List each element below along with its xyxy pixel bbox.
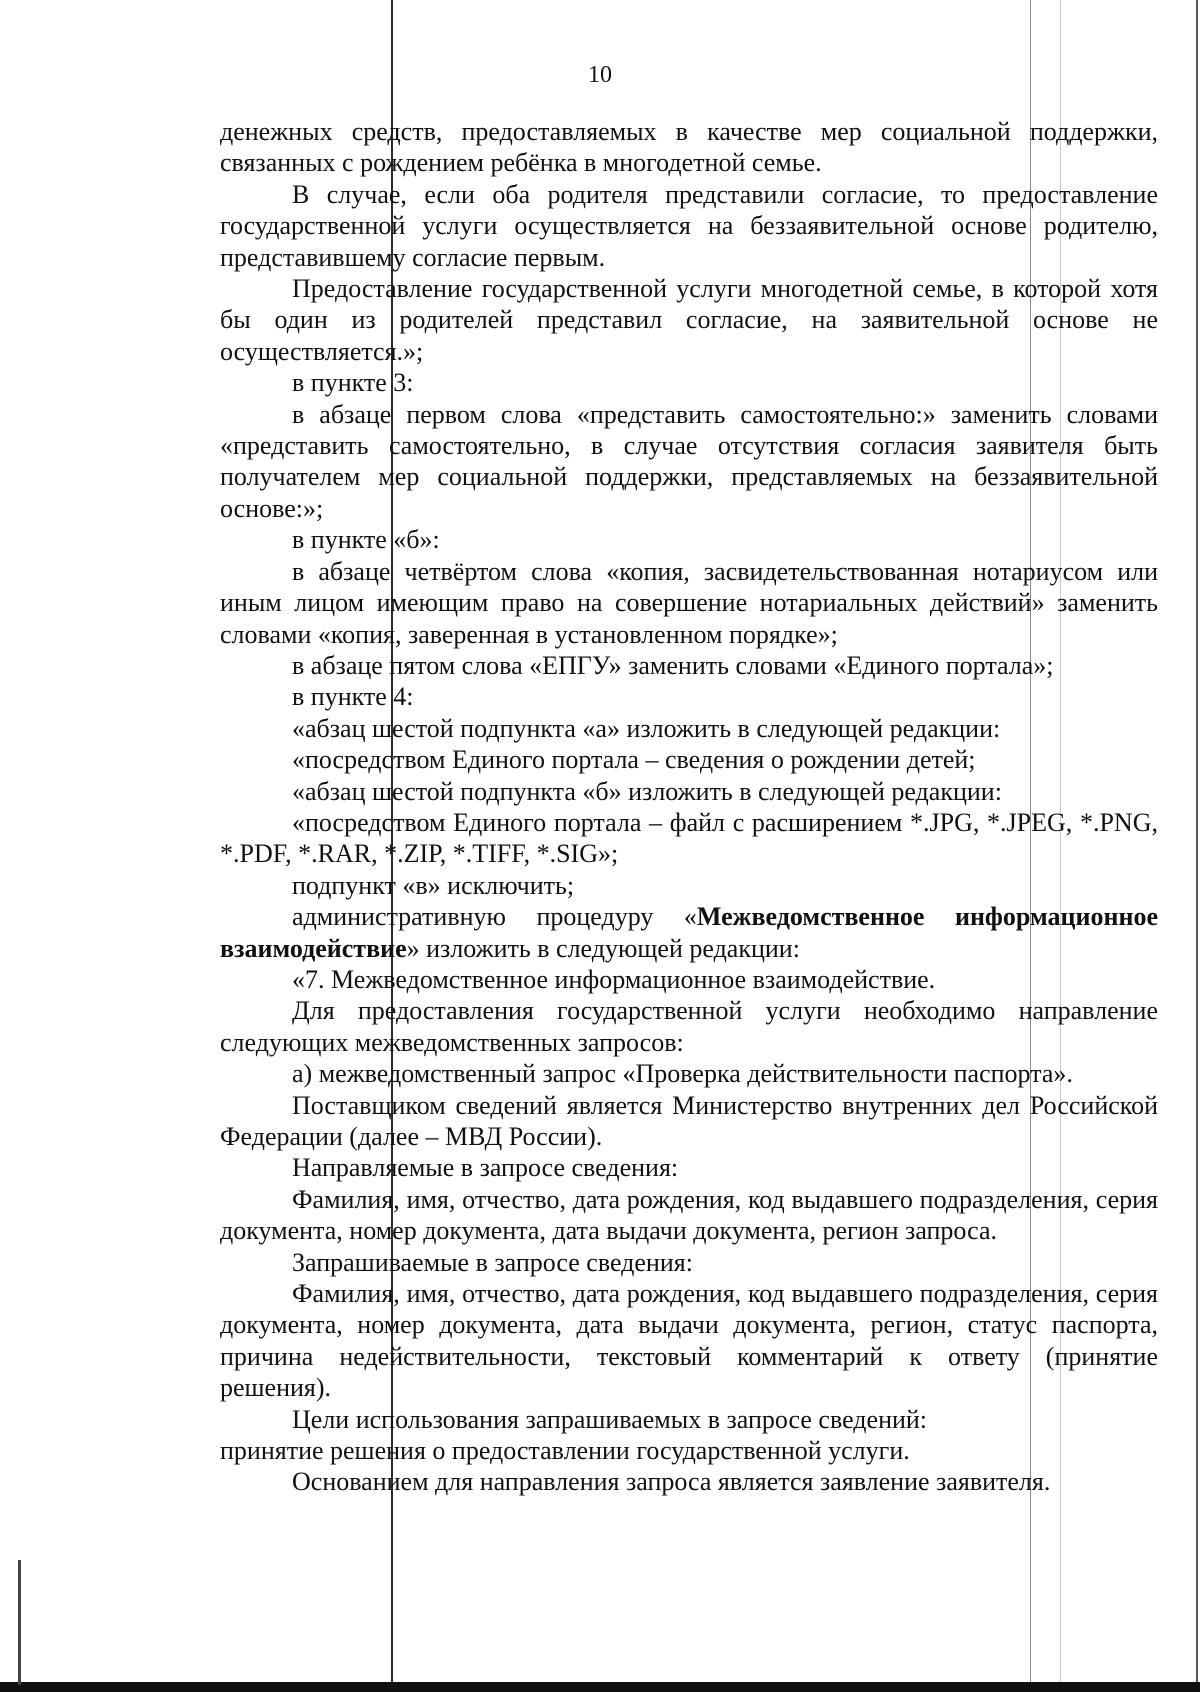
paragraph: а) межведомственный запрос «Проверка действительности паспорта». (292, 1059, 1073, 1089)
paragraph: Предоставление государственной услуги многодетной семье, в которой хотя бы один из родителей представил согласие, на заявительной основе не осуществляется.»; (220, 274, 1158, 366)
paragraph: «абзац шестой подпункта «б» изложить в следующей редакции: (292, 776, 1002, 806)
paragraph: Основанием для направления запроса является заявление заявителя. (292, 1467, 1051, 1497)
paragraph: в абзаце пятом слова «ЕПГУ» заменить словами «Единого портала»; (292, 650, 1054, 680)
document-body (220, 116, 1158, 1498)
paragraph: Фамилия, имя, отчество, дата рождения, код выдавшего подразделения, серия документа, номер документа, дата выдачи документа, регион, статус паспорта, причина недействительности, текстовый комментарий к ответу (принятие решения). (220, 1279, 1158, 1403)
paragraph: «7. Межведомственное информационное взаимодействие. (292, 964, 936, 994)
paragraph: в пункте 3: (292, 368, 414, 398)
procedure-title-bold: Межведомственное информационное взаимодействие (220, 902, 1158, 963)
paragraph: в абзаце четвёртом слова «копия, засвидетельствованная нотариусом или иным лицом имеющим право на совершение нотариальных действий» заменить словами «копия, заверенная в установленном порядке»; (220, 556, 1158, 649)
paragraph: Запрашиваемые в запросе сведения: (292, 1247, 693, 1277)
paragraph: подпункт «в» исключить; (292, 870, 575, 900)
paragraph: Для предоставления государственной услуги необходимо направление следующих межведомственных запросов: (220, 996, 1158, 1057)
paragraph: «посредством Единого портала – сведения о рождении детей; (292, 745, 976, 775)
paragraph-text-before: административную процедуру « (292, 902, 697, 932)
paragraph: в абзаце первом слова «представить самостоятельно:» заменить словами «представить самостоятельно, в случае отсутствия согласия заявителя быть получателем мер социальной поддержки, представляемых на беззаявительной основе:»; (220, 399, 1158, 523)
paragraph: Фамилия, имя, отчество, дата рождения, код выдавшего подразделения, серия документа, номер документа, дата выдачи документа, регион запроса. (220, 1184, 1158, 1246)
scan-artifact-line (1196, 0, 1198, 1690)
paragraph: в пункте 4: (292, 682, 414, 712)
paragraph-text-after: » изложить в следующей редакции: (406, 933, 800, 963)
paragraph: Поставщиком сведений является Министерство внутренних дел Российской Федерации (далее – МВД России). (220, 1090, 1158, 1151)
paragraph: В случае, если оба родителя представили согласие, то предоставление государственной услуги осуществляется на беззаявительной основе родителю, представившему согласие первым. (220, 179, 1158, 272)
scan-artifact-left-bar (18, 1560, 21, 1685)
paragraph-mixed (220, 901, 1158, 964)
page-number: 10 (588, 62, 612, 88)
paragraph: Цели использования запрашиваемых в запросе сведений: (292, 1404, 928, 1434)
scan-artifact-bottom-bar (0, 1682, 1200, 1692)
paragraph: «абзац шестой подпункта «а» изложить в следующей редакции: (292, 713, 1001, 743)
paragraph: «посредством Единого портала – файл с расширением *.JPG, *.JPEG, *.PNG, *.PDF, *.RAR, *.ZIP, *.TIFF, *.SIG»; (220, 807, 1158, 869)
paragraph: в пункте «б»: (292, 525, 440, 555)
paragraph: принятие решения о предоставлении государственной услуги. (220, 1436, 910, 1466)
paragraph: Направляемые в запросе сведения: (292, 1153, 679, 1183)
paragraph: денежных средств, предоставляемых в качестве мер социальной поддержки, связанных с рождением ребёнка в многодетной семье. (220, 117, 1158, 178)
